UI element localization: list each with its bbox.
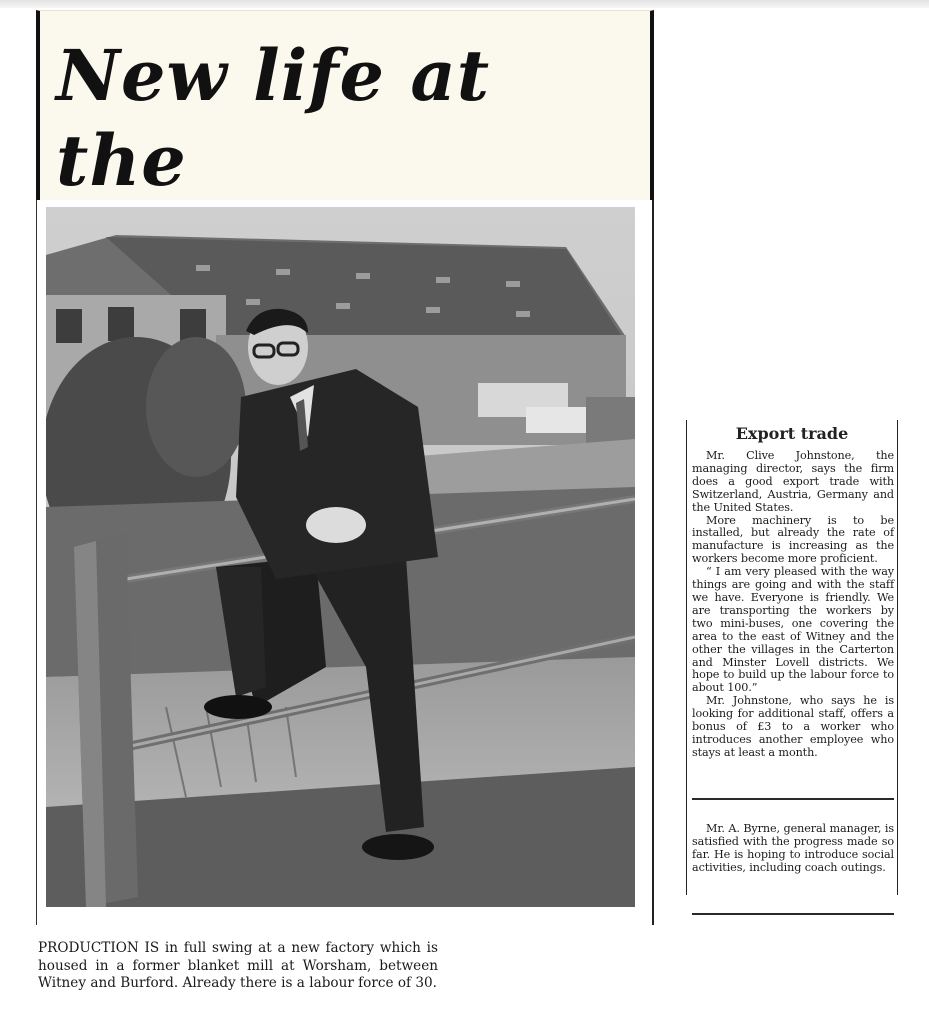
sidebar-article-body xyxy=(692,450,894,760)
headline-line-1: New life at the xyxy=(56,34,491,202)
sidebar-paragraph: Mr. Clive Johnstone, the managing director, says the firm does a good export trade with Switzerland, Austria, Germany and the United States. xyxy=(692,449,894,514)
sidebar-closing-paragraph: Mr. A. Byrne, general manager, is satisfied with the progress made so far. He is hoping to introduce social activities, including coach outings. xyxy=(692,822,894,874)
sidebar-closing-body xyxy=(692,823,894,875)
headline-block xyxy=(36,10,654,200)
photo-caption: PRODUCTION IS in full swing at a new factory which is housed in a former blanket mill at Worsham, between Witney and Burford. Already there is a labour force of 30. xyxy=(38,940,438,991)
scan-top-edge xyxy=(0,0,929,8)
sidebar-end-rule xyxy=(692,913,894,915)
news-photo-man-at-mill xyxy=(46,207,635,907)
sidebar-heading: Export trade xyxy=(735,424,849,443)
sidebar-paragraph: More machinery is to be installed, but already the rate of manufacture is increasing as the workers become more proficient. xyxy=(692,513,894,566)
sidebar-divider xyxy=(692,798,894,800)
sidebar-paragraph: “ I am very pleased with the way things are going and with the staff we have. Everyone is friendly. We are transporting the workers by two mini-buses, one covering the area to the east of Witney and the other the villages in the Carterton and Minster Lovell districts. We hope to build up the labour force to about 100.” xyxy=(692,565,894,695)
sidebar-paragraph: Mr. Johnstone, who says he is looking for additional staff, offers a bonus of £3 to a worker who introduces another employee who stays at least a month. xyxy=(692,694,894,759)
